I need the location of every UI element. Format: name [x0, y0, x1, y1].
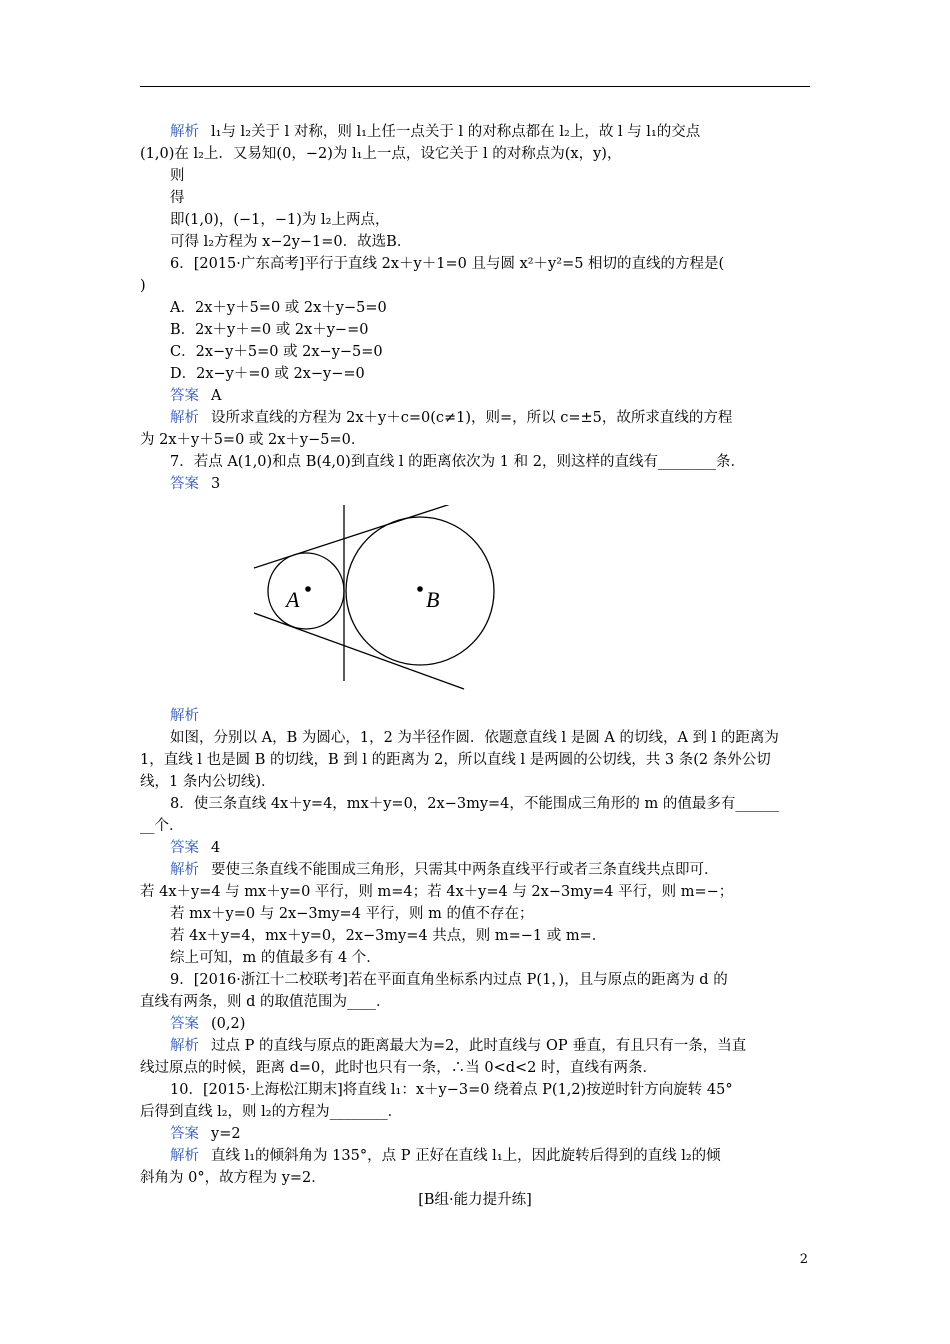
answer-label: 答案	[170, 1016, 199, 1032]
text-line	[140, 385, 810, 407]
line-text: 9．[2016·浙江十二校联考]若在平面直角坐标系内过点 P(1，)，且与原点的距离为 d 的	[170, 972, 728, 988]
answer-label: 答案	[170, 388, 199, 404]
center-b	[417, 586, 423, 592]
label-a: A	[286, 587, 300, 612]
answer-label: 答案	[170, 840, 199, 856]
line-text: C．2x−y＋5=0 或 2x−y−5=0	[170, 344, 383, 360]
text-line	[140, 771, 810, 793]
text-block-2	[140, 705, 810, 1189]
text-line	[140, 969, 810, 991]
text-line	[140, 407, 810, 429]
document-body	[140, 121, 810, 1211]
line-text: )	[140, 278, 146, 294]
line-text: __个．	[140, 818, 184, 834]
line-text: 1，直线 l 也是圆 B 的切线，B 到 l 的距离为 2，所以直线 l 是两圆的公切线，共 3 条(2 条外公切	[140, 752, 771, 768]
line-text: 线过原点的时候，距离 d=0，此时也只有一条，∴当 0<d<2 时，直线有两条．	[140, 1060, 658, 1076]
line-text: A	[211, 388, 222, 404]
text-line	[140, 429, 810, 451]
text-line	[140, 297, 810, 319]
circle-a	[268, 553, 344, 629]
header-rule	[140, 86, 810, 87]
line-text: 综上可知，m 的值最多有 4 个．	[170, 950, 381, 966]
answer-label: 答案	[170, 476, 199, 492]
text-line	[140, 143, 810, 165]
text-line	[140, 859, 810, 881]
answer-label: 解析	[170, 1038, 199, 1054]
text-line	[140, 991, 810, 1013]
line-text: 即(1,0)，(−1，−1)为 l₂上两点，	[170, 212, 390, 228]
text-line	[140, 947, 810, 969]
center-a	[305, 586, 311, 592]
line-text: 6．[2015·广东高考]平行于直线 2x＋y＋1=0 且与圆 x²＋y²=5 相切的直线的方程是(	[170, 256, 725, 272]
line-text: 4	[211, 840, 221, 856]
line-text: 后得到直线 l₂，则 l₂的方程为________．	[140, 1104, 403, 1120]
answer-label: 答案	[170, 1126, 199, 1142]
text-line	[140, 1145, 810, 1167]
text-line	[140, 1079, 810, 1101]
text-line	[140, 705, 810, 727]
line-text: 斜角为 0°，故方程为 y=2．	[140, 1170, 326, 1186]
answer-label: 解析	[170, 708, 199, 724]
text-line	[140, 727, 810, 749]
line-text: 8．使三条直线 4x＋y=4，mx＋y=0，2x−3my=4，不能围成三角形的 m 的值最多有______	[170, 796, 779, 812]
line-text: (0,2)	[211, 1016, 246, 1032]
text-line	[140, 925, 810, 947]
text-line	[140, 881, 810, 903]
text-line	[140, 231, 810, 253]
page-number: 2	[799, 1252, 808, 1267]
text-line	[140, 1123, 810, 1145]
text-line	[140, 253, 810, 275]
text-line	[140, 1035, 810, 1057]
text-line	[140, 749, 810, 771]
line-text: 设所求直线的方程为 2x＋y＋c=0(c≠1)，则=，所以 c=±5，故所求直线的方程	[211, 410, 733, 426]
answer-label: 解析	[170, 124, 199, 140]
text-block-1	[140, 121, 810, 495]
section-heading: [B组·能力提升练]	[418, 1192, 532, 1208]
text-line	[140, 341, 810, 363]
text-line	[140, 1057, 810, 1079]
line-text: A．2x＋y＋5=0 或 2x＋y−5=0	[170, 300, 387, 316]
line-text: 10．[2015·上海松江期末]将直线 l₁：x＋y−3=0 绕着点 P(1,2)按逆时针方向旋转 45°	[170, 1082, 733, 1098]
text-line	[140, 1013, 810, 1035]
line-text: 得	[170, 190, 185, 206]
text-line	[140, 473, 810, 495]
line-text: 3	[211, 476, 221, 492]
line-text: (1,0)在 l₂上．又易知(0，−2)为 l₁上一点，设它关于 l 的对称点为(x，y)，	[140, 146, 622, 162]
line-text: 若 mx＋y=0 与 2x−3my=4 平行，则 m 的值不存在；	[170, 906, 534, 922]
external-tangent-bottom	[254, 613, 464, 689]
line-text: 则	[170, 168, 185, 184]
label-b: B	[426, 587, 440, 612]
text-line	[140, 1167, 810, 1189]
text-line	[140, 793, 810, 815]
answer-label: 解析	[170, 410, 199, 426]
tangent-circles-diagram	[252, 505, 512, 691]
line-text: 可得 l₂方程为 x−2y−1=0．故选B．	[170, 234, 412, 250]
tangent-circles-figure	[140, 505, 810, 691]
line-text: B．2x＋y＋=0 或 2x＋y−=0	[170, 322, 369, 338]
text-line	[140, 209, 810, 231]
text-line	[140, 319, 810, 341]
text-line	[140, 187, 810, 209]
text-line	[140, 165, 810, 187]
answer-label: 解析	[170, 862, 199, 878]
line-text: 若 4x＋y=4，mx＋y=0，2x−3my=4 共点，则 m=−1 或 m=．	[170, 928, 607, 944]
line-text: D．2x−y＋=0 或 2x−y−=0	[170, 366, 365, 382]
line-text: 若 4x＋y=4 与 mx＋y=0 平行，则 m=4；若 4x＋y=4 与 2x−3my=4 平行，则 m=−；	[140, 884, 734, 900]
text-line	[140, 451, 810, 473]
line-text: 过点 P 的直线与原点的距离最大为=2，此时直线与 OP 垂直，有且只有一条，当直	[211, 1038, 747, 1054]
line-text: 7．若点 A(1,0)和点 B(4,0)到直线 l 的距离依次为 1 和 2，则这样的直线有________条．	[170, 454, 745, 470]
line-text: 要使三条直线不能围成三角形，只需其中两条直线平行或者三条直线共点即可．	[211, 862, 719, 878]
line-text: 直线有两条，则 d 的取值范围为____．	[140, 994, 391, 1010]
text-line	[140, 121, 810, 143]
line-text: l₁与 l₂关于 l 对称，则 l₁上任一点关于 l 的对称点都在 l₂上，故 l 与 l₁的交点	[211, 124, 701, 140]
text-line	[140, 275, 810, 297]
line-text: 为 2x＋y＋5=0 或 2x＋y−5=0．	[140, 432, 366, 448]
line-text: 直线 l₁的倾斜角为 135°，点 P 正好在直线 l₁上，因此旋转后得到的直线 l₂的倾	[211, 1148, 721, 1164]
line-text: 线，1 条内公切线)．	[140, 774, 276, 790]
text-line	[140, 837, 810, 859]
text-line	[140, 903, 810, 925]
answer-label: 解析	[170, 1148, 199, 1164]
line-text: y=2	[211, 1126, 241, 1142]
line-text: 如图，分别以 A，B 为圆心，1，2 为半径作圆．依题意直线 l 是圆 A 的切线，A 到 l 的距离为	[170, 730, 779, 746]
text-line	[140, 1101, 810, 1123]
text-line	[140, 363, 810, 385]
text-line	[140, 815, 810, 837]
